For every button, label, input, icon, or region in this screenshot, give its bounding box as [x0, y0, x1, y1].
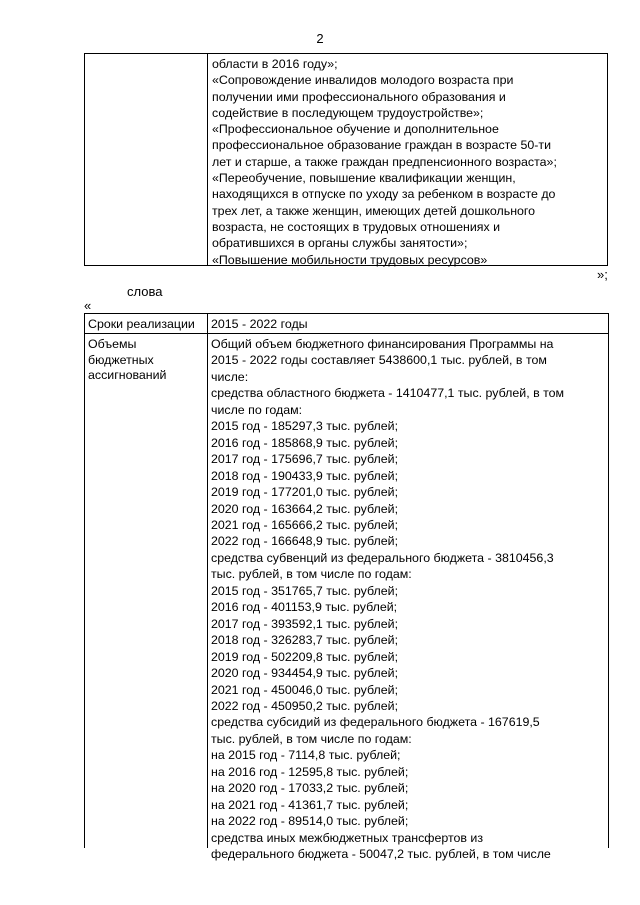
text-line: «Повышение мобильности трудовых ресурсов» — [212, 252, 488, 267]
text-line: возраста, не состоящих в трудовых отношениях и — [212, 219, 501, 234]
text-line: получении ими профессионального образования и — [212, 89, 506, 104]
continuation-right-cell — [212, 56, 604, 268]
text-line: 2017 год - 175696,7 тыс. рублей; — [211, 452, 399, 467]
text-line: 2020 год - 934454,9 тыс. рублей; — [211, 666, 399, 681]
text-line: 2022 год - 166648,9 тыс. рублей; — [211, 534, 399, 549]
text-line: 2016 год - 185868,9 тыс. рублей; — [211, 435, 399, 450]
text-line: 2022 год - 450950,2 тыс. рублей; — [211, 698, 399, 713]
text-line: «Переобучение, повышение квалификации женщин, — [212, 171, 516, 186]
text-line: 2021 год - 450046,0 тыс. рублей; — [211, 682, 399, 697]
text-line: находящихся в отпуске по уходу за ребенком в возрасте до — [212, 187, 556, 202]
text-line: 2021 год - 165666,2 тыс. рублей; — [211, 517, 399, 532]
text-line: на 2015 год - 7114,8 тыс. рублей; — [211, 748, 401, 763]
text-line: Общий объем бюджетного финансирования Программы на — [211, 337, 554, 351]
column-divider — [207, 54, 208, 265]
text-line: средства иных межбюджетных трансфертов из — [211, 830, 484, 845]
text-line: содействие в последующем трудоустройстве»; — [212, 105, 484, 120]
text-line: 2015 год - 185297,3 тыс. рублей; — [211, 419, 399, 434]
text-line: на 2022 год - 89514,0 тыс. рублей; — [211, 814, 409, 829]
closing-quote-mark: »; — [597, 267, 608, 282]
text-line: средства субсидий из федерального бюджета - 167619,5 — [211, 715, 540, 730]
text-line: 2015 - 2022 годы составляет 5438600,1 тыс. рублей, в том — [211, 353, 547, 368]
text-line: обратившихся в органы службы занятости»; — [212, 236, 468, 251]
text-line: 2018 год - 190433,9 тыс. рублей; — [211, 468, 399, 483]
text-line: на 2020 год - 17033,2 тыс. рублей; — [211, 781, 409, 796]
text-line: 2018 год - 326283,7 тыс. рублей; — [211, 633, 399, 648]
text-line: тыс. рублей, в том числе по годам: — [211, 731, 412, 746]
program-passport-table — [84, 313, 609, 862]
text-line: федерального бюджета - 50047,2 тыс. рублей, в том числе — [211, 847, 551, 862]
row-value-implementation-period: 2015 - 2022 годы — [211, 317, 308, 331]
text-line: средства субвенций из федерального бюджета - 3810456,3 — [211, 550, 554, 565]
label-line: Объемы — [88, 337, 137, 351]
row-label-budget-allocations — [88, 337, 166, 384]
text-line: средства областного бюджета - 1410477,1 тыс. рублей, в том — [211, 386, 565, 401]
text-line: 2015 год - 351765,7 тыс. рублей; — [211, 583, 399, 598]
text-line: профессиональное образование граждан в возрасте 50-ти — [212, 138, 552, 153]
row-label-implementation-period: Сроки реализации — [88, 317, 195, 331]
text-line: на 2016 год - 12595,8 тыс. рублей; — [211, 764, 409, 779]
column-divider — [207, 314, 208, 848]
text-line: 2019 год - 177201,0 тыс. рублей; — [211, 485, 399, 500]
text-line: тыс. рублей, в том числе по годам: — [211, 567, 412, 582]
text-line: числе по годам: — [211, 402, 303, 417]
text-line: 2019 год - 502209,8 тыс. рублей; — [211, 649, 399, 664]
text-line: 2017 год - 393592,1 тыс. рублей; — [211, 616, 399, 631]
text-line: на 2021 год - 41361,7 тыс. рублей; — [211, 797, 409, 812]
text-line: числе: — [211, 369, 249, 384]
label-line: бюджетных — [88, 352, 154, 367]
text-line: «Сопровождение инвалидов молодого возраста при — [212, 73, 514, 88]
opening-quote-mark: « — [84, 298, 92, 313]
label-line: ассигнований — [88, 368, 167, 382]
page-number: 2 — [316, 31, 324, 46]
text-line: 2020 год - 163664,2 тыс. рублей; — [211, 501, 399, 516]
row-value-budget-allocations — [211, 336, 564, 863]
continuation-table — [84, 53, 608, 266]
text-line: области в 2016 году»; — [212, 57, 338, 71]
text-line: 2016 год - 401153,9 тыс. рублей; — [211, 600, 398, 615]
row-divider — [85, 333, 608, 334]
text-line: трех лет, а также женщин, имеющих детей дошкольного — [212, 203, 536, 218]
word-slova: слова — [127, 284, 163, 299]
text-line: «Профессиональное обучение и дополнительное — [212, 122, 499, 137]
text-line: лет и старше, а также граждан предпенсионного возраста»; — [212, 154, 557, 169]
